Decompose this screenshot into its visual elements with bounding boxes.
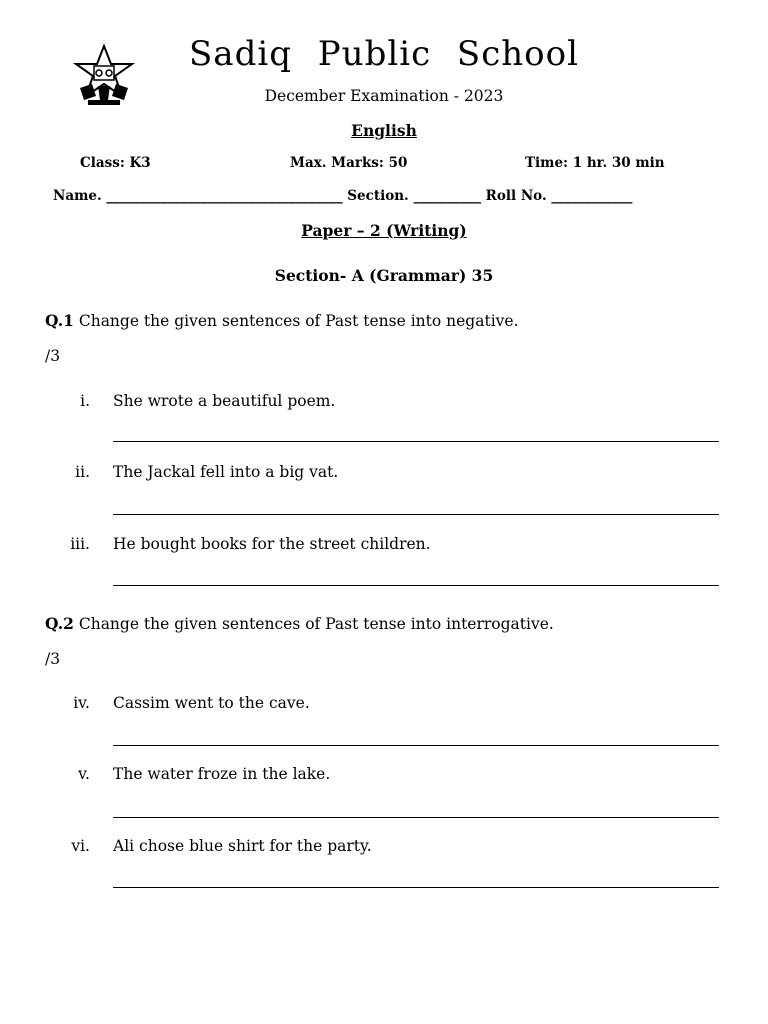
answer-line[interactable]: [113, 514, 719, 515]
item-sentence: Cassim went to the cave.: [113, 694, 310, 712]
item-number: ii.: [75, 463, 90, 481]
school-name: Sadiq Public School: [189, 34, 579, 74]
time-label: Time: 1 hr. 30 min: [525, 155, 665, 171]
question-2-marks: /3: [45, 650, 61, 668]
item-number: vi.: [71, 837, 90, 855]
item-sentence: The Jackal fell into a big vat.: [113, 463, 339, 481]
item-sentence: Ali chose blue shirt for the party.: [113, 837, 372, 855]
exam-title: December Examination - 2023: [264, 87, 504, 105]
question-1: [45, 311, 519, 330]
student-info-row: Name. ___________________________________ Section. __________ Roll No. ____________: [53, 188, 633, 204]
subject-title: English: [351, 121, 417, 140]
item-number: i.: [80, 392, 90, 410]
item-sentence: She wrote a beautiful poem.: [113, 392, 336, 410]
class-label: Class: K3: [80, 155, 151, 171]
item-sentence: The water froze in the lake.: [113, 765, 331, 783]
answer-line[interactable]: [113, 887, 719, 888]
question-text: Change the given sentences of Past tense into interrogative.: [73, 615, 554, 633]
answer-line[interactable]: [113, 585, 719, 586]
max-marks-label: Max. Marks: 50: [290, 155, 408, 171]
question-label: Q.2: [45, 614, 74, 633]
question-label: Q.1: [45, 311, 74, 330]
item-number: iii.: [70, 535, 90, 553]
item-sentence: He bought books for the street children.: [113, 535, 431, 553]
section-title: Section- A (Grammar) 35: [274, 266, 494, 285]
paper-title: Paper – 2 (Writing): [301, 221, 467, 240]
question-text: Change the given sentences of Past tense into negative.: [73, 312, 519, 330]
item-number: v.: [78, 765, 90, 783]
answer-line[interactable]: [113, 441, 719, 442]
question-1-marks: /3: [45, 347, 61, 365]
question-2: [45, 614, 554, 633]
answer-line[interactable]: [113, 745, 719, 746]
item-number: iv.: [73, 694, 90, 712]
answer-line[interactable]: [113, 817, 719, 818]
